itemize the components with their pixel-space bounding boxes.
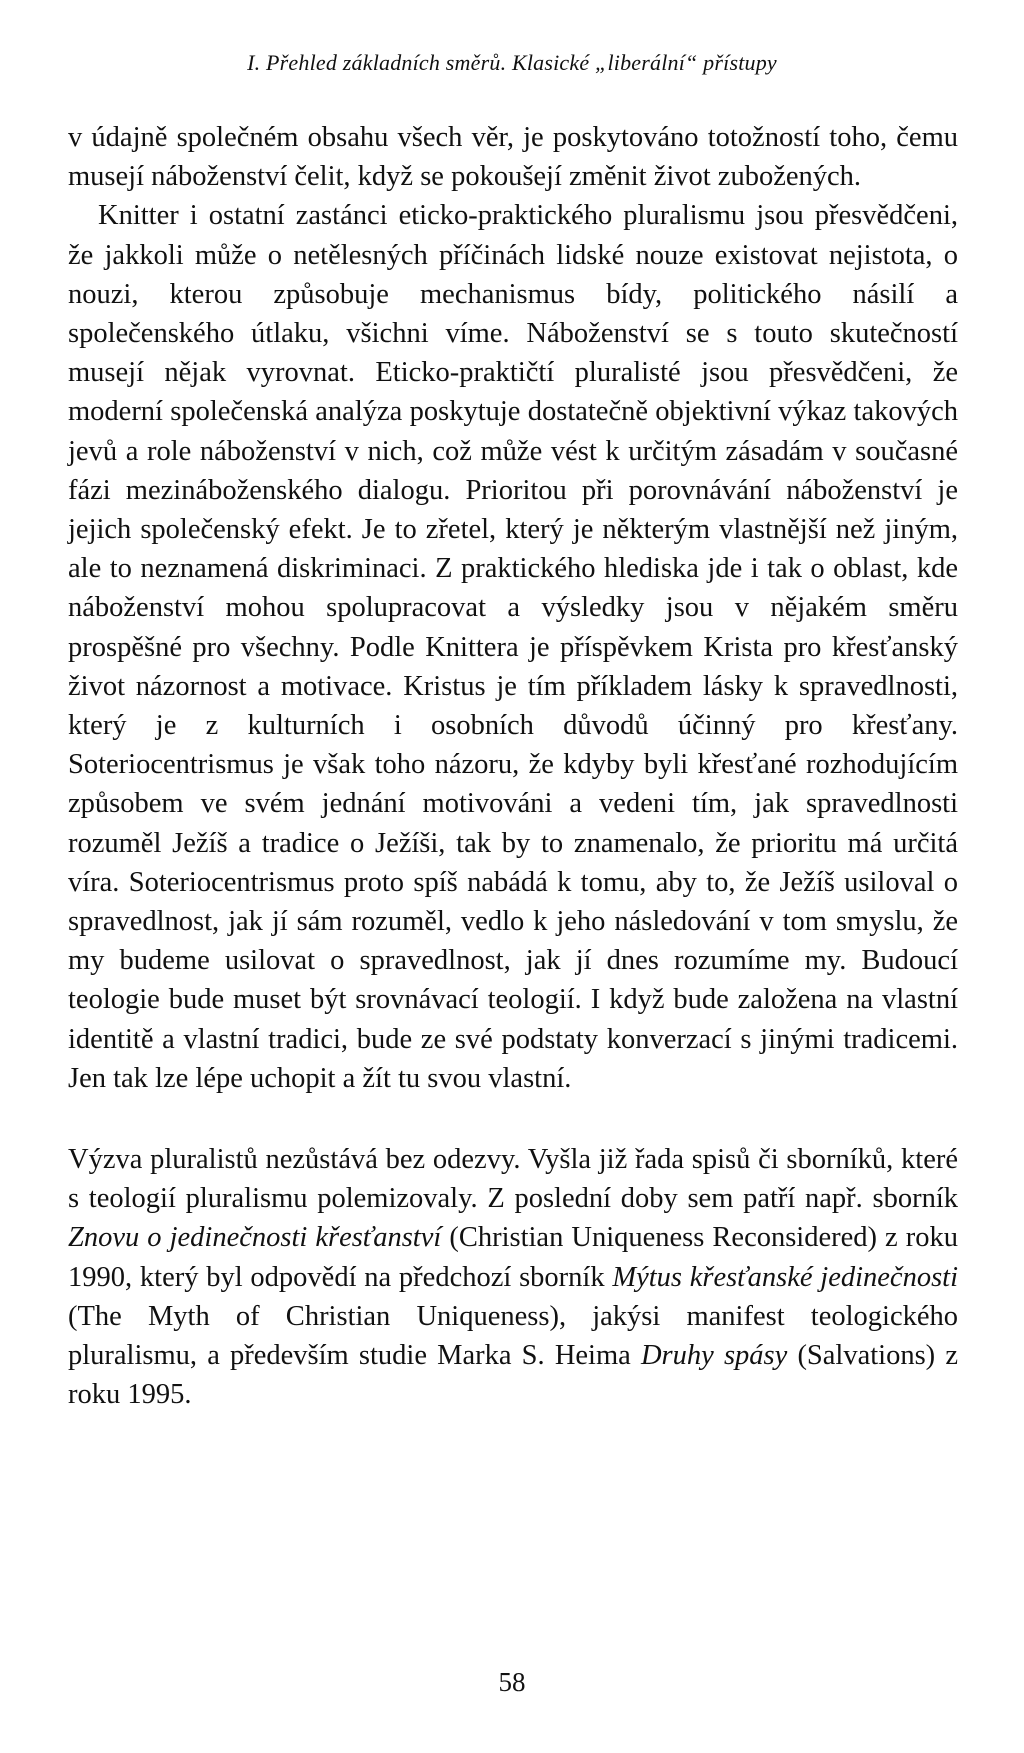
paragraph-2: Knitter i ostatní zastánci eticko-praktického pluralismu jsou přesvědčeni, že jakkoli může o netělesných příčinách lidské nouze existovat nejistota, o nouzi, kterou způsobuje mechanismus bídy, politického násilí a společenského útlaku, všichni víme. Náboženství se s touto skutečností musejí nějak vyrovnat. Eticko-praktičtí pluralisté jsou přesvědčeni, že moderní společenská analýza poskytuje dostatečně objektivní výkaz takových jevů a role náboženství v nich, což může vést k určitým zásadám v současné fázi mezináboženského dialogu. Prioritou při porovnávání náboženství je jejich společenský efekt. Je to zřetel, který je některým vlastnější než jiným, ale to neznamená diskriminaci. Z praktického hlediska jde i tak o oblast, kde náboženství mohou spolupracovat a výsledky jsou v nějakém směru prospěšné pro všechny. Podle Knittera je příspěvkem Krista pro křesťanský život názornost a motivace. Kristus je tím příkladem lásky k spravedlnosti, který je z kulturních i osobních důvodů účinný pro křesťany. Soteriocentrismus je však toho názoru, že kdyby byli křesťané rozhodujícím způsobem ve svém jednání motivováni a vedeni tím, jak spravedlnosti rozuměl Ježíš a tradice o Ježíši, tak by to znamenalo, že prioritu má určitá víra. Soteriocentrismus proto spíš nabádá k tomu, aby to, že Ježíš usiloval o spravedlnost, jak jí sám rozuměl, vedlo k jeho následování v tom smyslu, že my budeme usilovat o spravedlnost, jak jí dnes rozumíme my. Budoucí teologie bude muset být srovnávací teologií. I když bude založena na vlastní identitě a vlastní tradici, bude ze své podstaty konverzací s jinými tradicemi. Jen tak lze lépe uchopit a žít tu svou vlastní.: [68, 200, 958, 1094]
page-number: 58: [498, 1667, 526, 1697]
paragraph-3-text-3: (The Myth of Christian Uniqueness), jakýsi manifest teologického pluralismu, a především studie Marka S. Heima: [68, 1300, 958, 1372]
running-head: I. Přehled základních směrů. Klasické „liberální“ přístupy: [247, 50, 777, 75]
book-title-druhy-spasy: Druhy spásy: [640, 1340, 788, 1372]
body-text: [68, 118, 958, 1415]
book-title-mytus: Mýtus křesťanské jedinečnosti: [612, 1261, 958, 1293]
paragraph-3-text-4: (Salvations) z roku 1995.: [68, 1340, 958, 1411]
paragraph-3-text-2: (Christian Uniqueness Reconsidered) z roku 1990, který byl odpovědí na předchozí sborník: [68, 1222, 958, 1293]
paragraph-3-text-1: Výzva pluralistů nezůstává bez odezvy. Vyšla již řada spisů či sborníků, které s teologií pluralismu polemizovaly. Z poslední doby sem patří např. sborník: [68, 1144, 958, 1215]
paragraph-3: [68, 1140, 958, 1414]
book-title-znovu: Znovu o jedinečnosti křesťanství: [68, 1222, 442, 1254]
paragraph-1: v údajně společném obsahu všech věr, je poskytováno totožností toho, čemu musejí náboženství čelit, když se pokoušejí změnit život zubožených.: [68, 122, 958, 193]
